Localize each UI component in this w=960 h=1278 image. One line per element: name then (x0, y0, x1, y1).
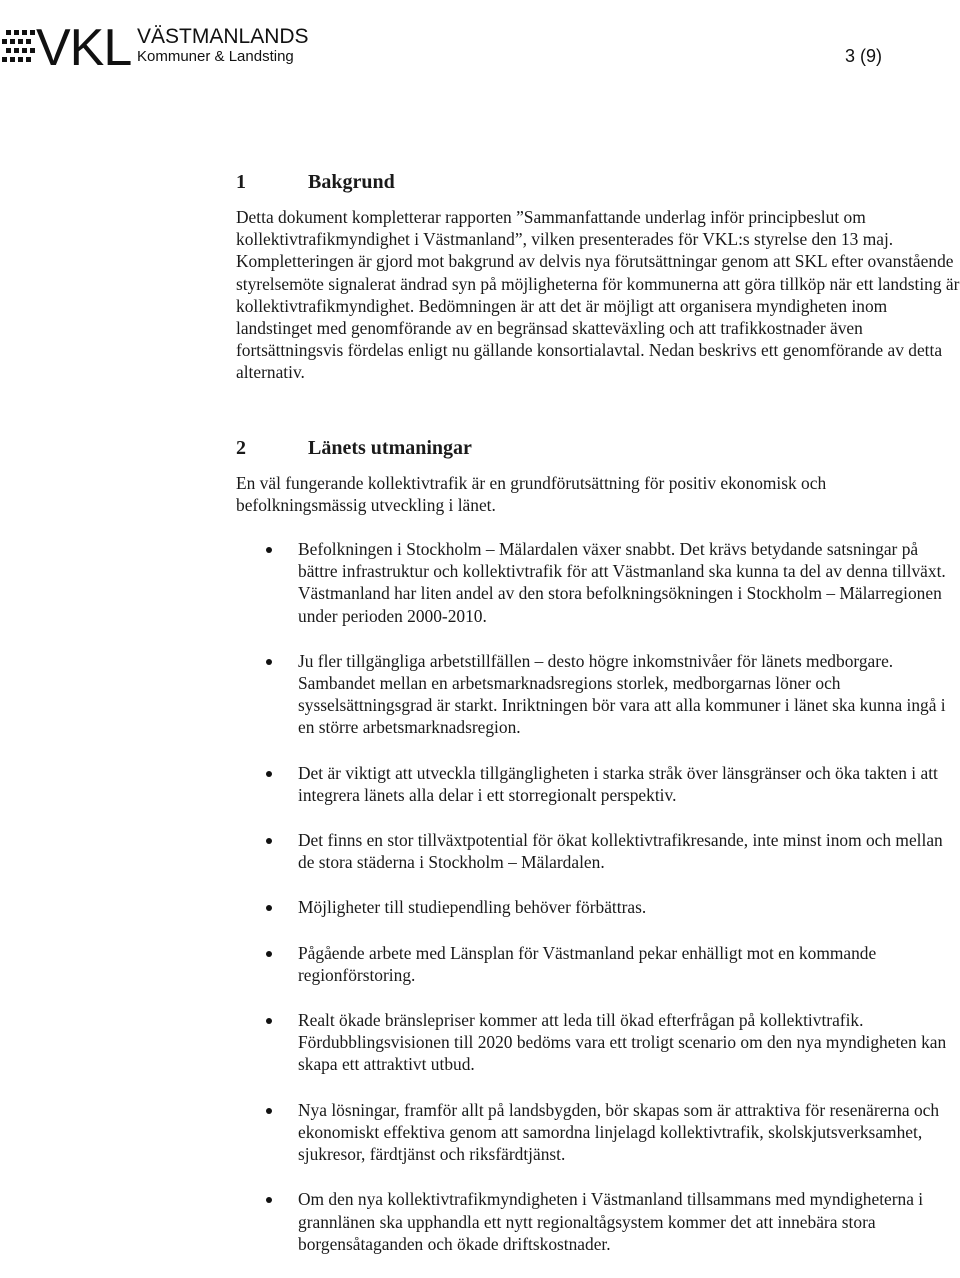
bullet-icon (266, 838, 272, 844)
section-paragraph: En väl fungerande kollektivtrafik är en grundförutsättning för positiv ekonomisk och befolkningsmässig utveckling i länet. (236, 472, 827, 515)
page-number: 3 (9) (844, 46, 882, 66)
logo-dots-icon (2, 28, 38, 66)
document-body (236, 170, 960, 1278)
section-title: Länets utmaningar (308, 436, 472, 459)
list-item (236, 538, 960, 627)
list-item (236, 762, 960, 806)
section-number: 2 (236, 436, 246, 459)
list-item-text: Ju fler tillgängliga arbetstillfällen – desto högre inkomstnivåer för länets medborgare. Sambandet mellan en arbetsmarknadsregions storlek, medborgarnas löner och sysselsättningsgrad är starkt. Inriktningen bör vara att alla kommuner i länet ska kunna ingå i en större arbetsmarknadsregion. (298, 650, 946, 738)
page-header (0, 8, 960, 78)
bullet-list (236, 538, 960, 1255)
bullet-icon (266, 1197, 272, 1203)
section-heading (236, 170, 960, 194)
section-heading (236, 436, 960, 460)
section-title: Bakgrund (308, 171, 395, 193)
list-item-text: Nya lösningar, framför allt på landsbygden, bör skapas som är attraktiva för resenärerna och ekonomiskt effektiva genom att samordna linjelagd kollektivtrafik, skolskjutsverksamhet, sjukresor, färdtjänst och riksfärdtjänst. (298, 1099, 940, 1165)
logo-org-sub: Kommuner & Landsting (137, 48, 294, 65)
bullet-icon (266, 771, 272, 777)
list-item (236, 896, 960, 918)
logo-org-name: VÄSTMANLANDS (137, 25, 309, 48)
list-item-text: Om den nya kollektivtrafikmyndigheten i Västmanland tillsammans med myndigheterna i grannlänen ska upphandla ett nytt regionaltågsystem kommer det att innebära stora borgensåtaganden och ökade driftskostnader. (298, 1189, 924, 1254)
list-item (236, 1009, 960, 1076)
list-item (236, 942, 960, 986)
bullet-icon (266, 1018, 272, 1024)
list-item-text: Pågående arbete med Länsplan för Västmanland pekar enhälligt mot en kommande regionförstoring. (298, 942, 877, 985)
list-item (236, 1099, 960, 1166)
bullet-icon (266, 1108, 272, 1114)
section-bakgrund (236, 170, 960, 384)
list-item-text: Befolkningen i Stockholm – Mälardalen växer snabbt. Det krävs betydande satsningar på bättre infrastruktur och kollektivtrafik för att Västmanland ska kunna ta del av denna tillväxt. Västmanland har liten andel av den stora befolkningsökningen i Stockholm – Mälarregionen under perioden 2000-2010. (298, 539, 946, 626)
list-item-text: Det finns en stor tillväxtpotential för ökat kollektivtrafikresande, inte minst inom och mellan de stora städerna i Stockholm – Mälardalen. (298, 830, 943, 873)
section-number: 1 (236, 171, 246, 193)
bullet-icon (266, 659, 272, 665)
section-paragraph: Detta dokument kompletterar rapporten ”Sammanfattande underlag inför principbeslut om kollektivtrafikmyndighet i Västmanland”, vilken presenterades för VKL:s styrelse den 13 maj. Kompletteringen är gjord mot bakgrund av delvis nya förutsättningar genom att SKL efter ovanstående styrelsemöte signalerat ändrad syn på möjligheterna för kommunerna att göra tillköp när ett landsting är kollektivtrafikmyndighet. Bedömningen är att det är möjligt att organisera myndigheten inom landstinget med genomförande av en begränsad skatteväxling och att trafikkostnader även fortsättningsvis fördelas enligt nu gällande konsortialavtal. Nedan beskrivs ett genomförande av detta alternativ. (236, 207, 960, 383)
logo-vkl: VKL (36, 19, 132, 77)
bullet-icon (266, 547, 272, 553)
list-item-text: Det är viktigt att utveckla tillgängligheten i starka stråk över länsgränser och öka takten i att integrera länets alla delar i ett storregionalt perspektiv. (298, 762, 938, 805)
list-item (236, 829, 960, 873)
list-item-text: Realt ökade bränslepriser kommer att leda till ökad efterfrågan på kollektivtrafik. Fördubblingsvisionen till 2020 bedöms vara ett troligt scenario om den nya myndigheten kan skapa ett attraktivt utbud. (298, 1010, 947, 1075)
list-item (236, 650, 960, 739)
bullet-icon (266, 905, 272, 911)
list-item (236, 1188, 960, 1255)
bullet-icon (266, 951, 272, 957)
list-item-text: Möjligheter till studiependling behöver förbättras. (298, 897, 647, 918)
section-lanets-utmaningar (236, 436, 960, 1255)
